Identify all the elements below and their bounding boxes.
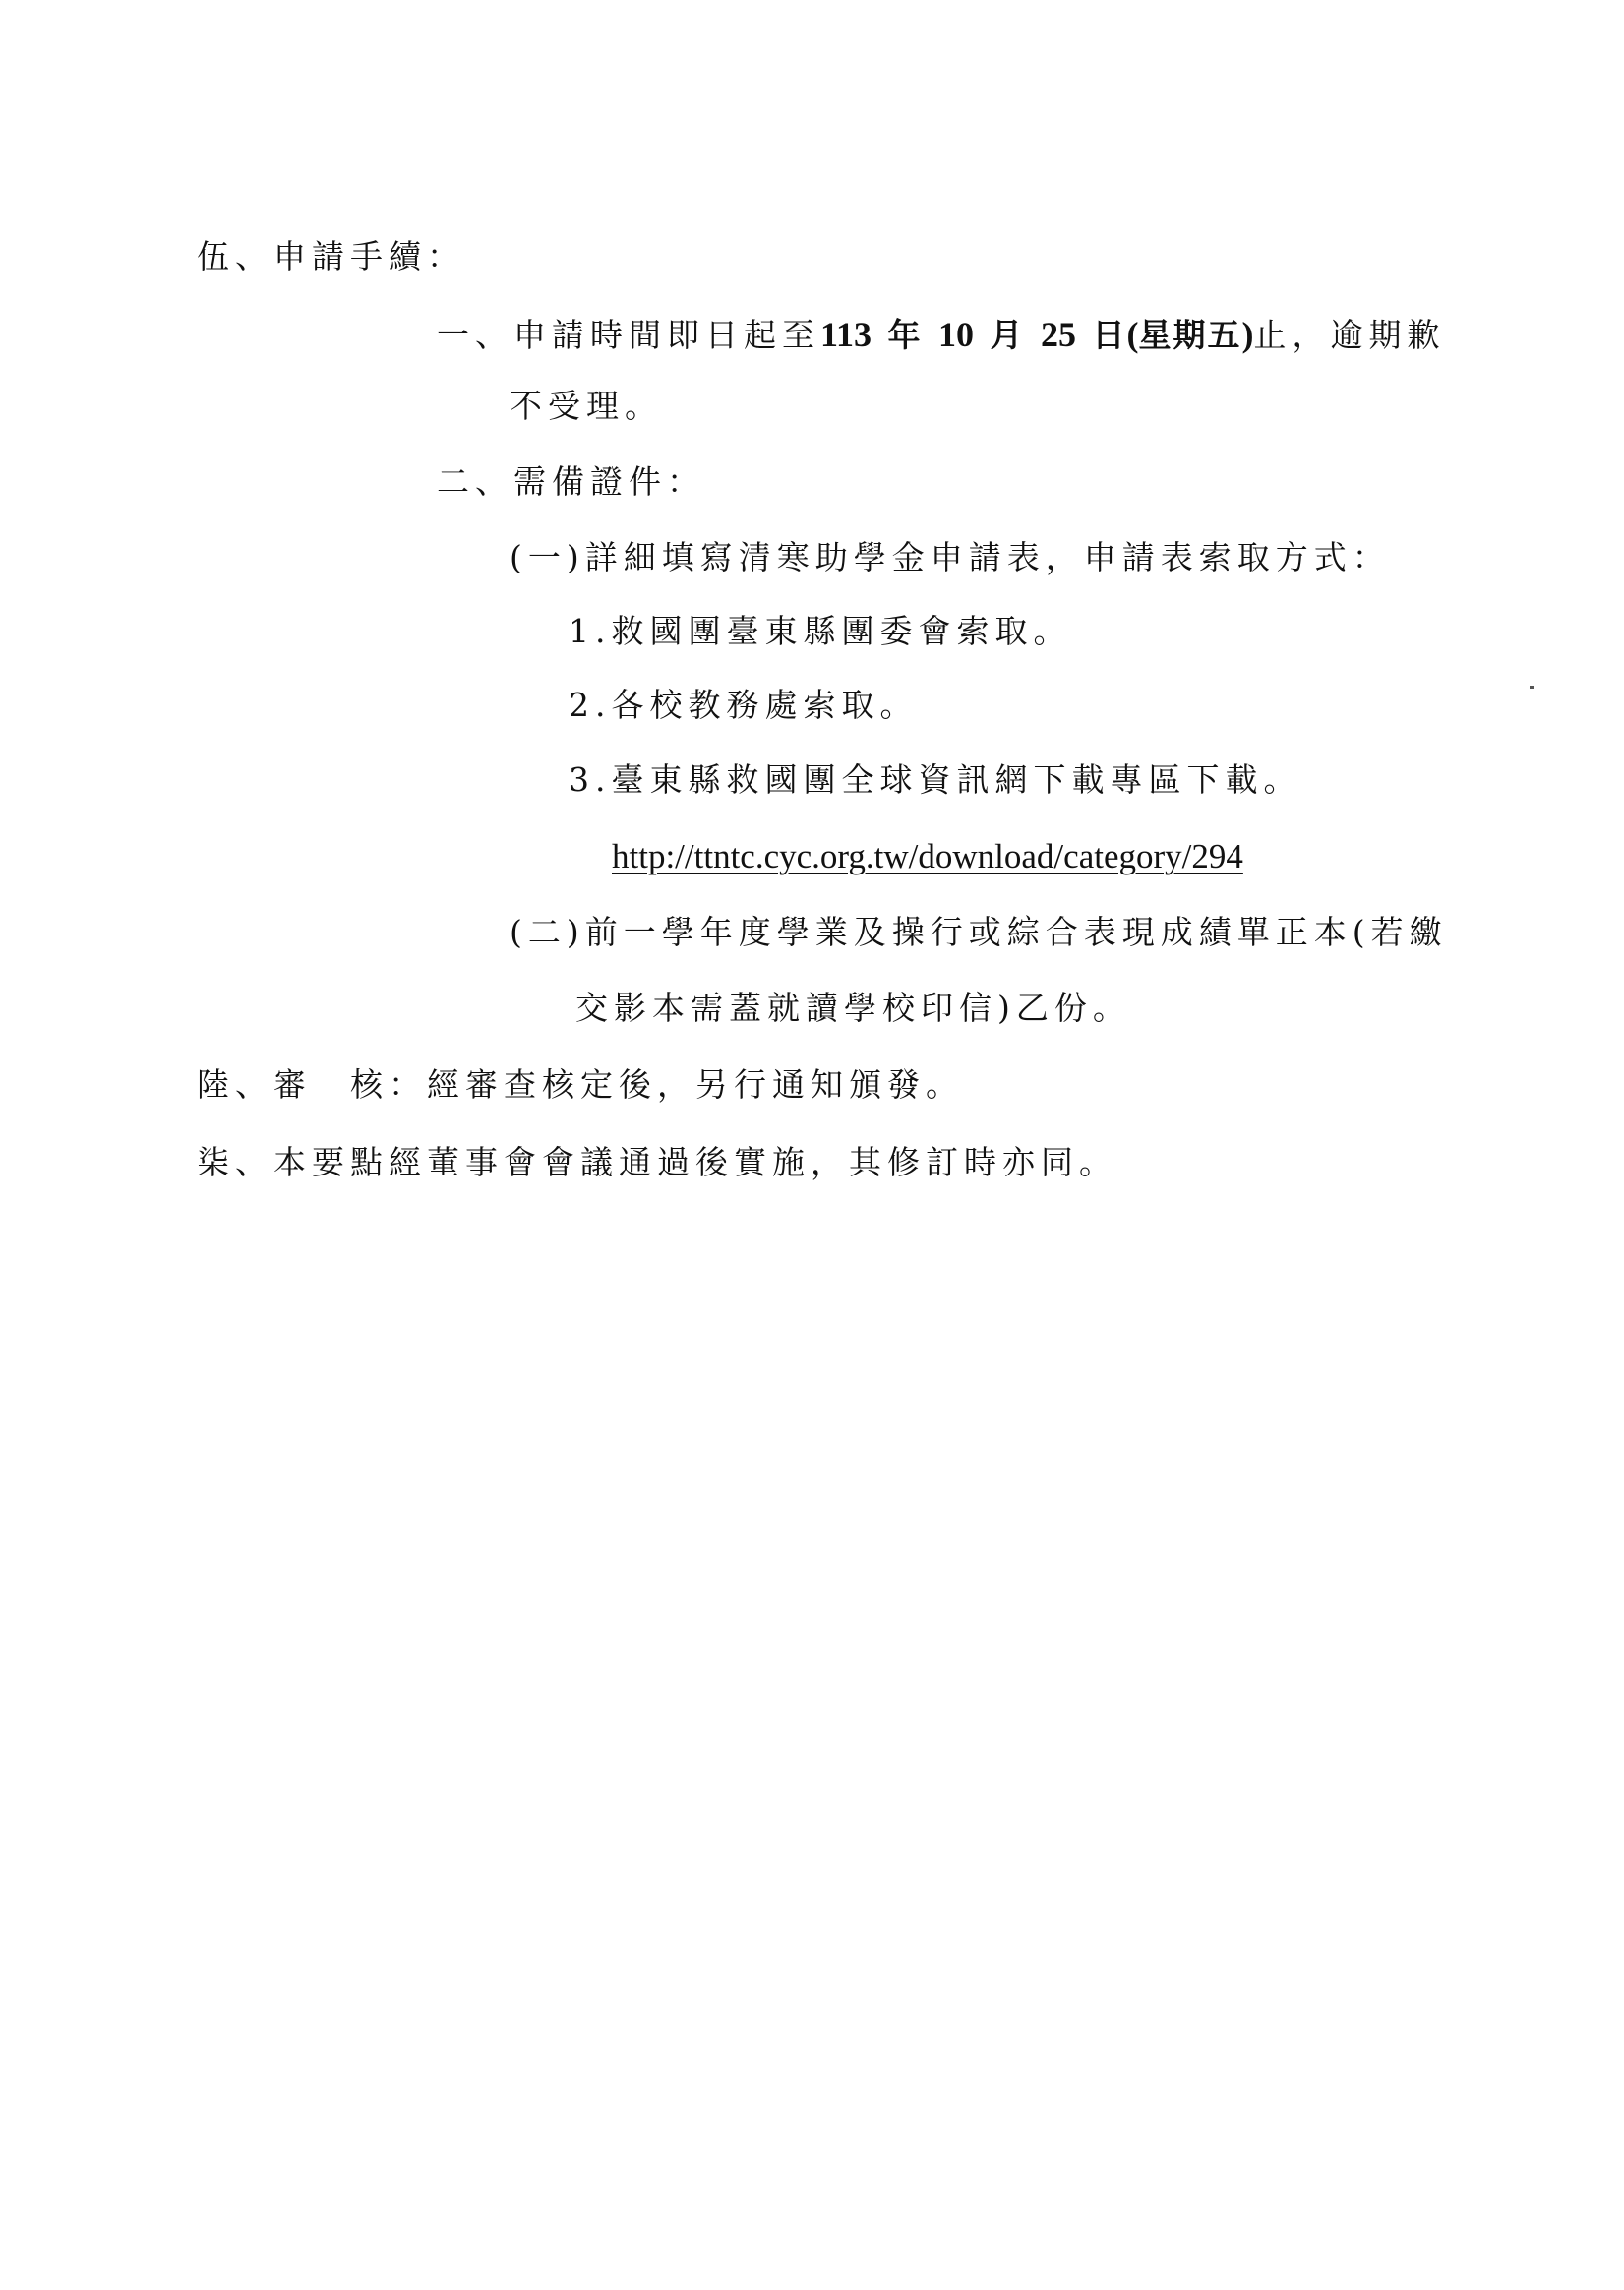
deadline-month-unit: 月 xyxy=(990,316,1025,354)
weekday-paren-close: ) xyxy=(1241,315,1254,354)
form-source-option-1: 1.救國團臺東縣團委會索取。 xyxy=(569,612,1072,650)
deadline-day: 25 xyxy=(1041,315,1077,354)
section7-implementation: 柒、本要點經董事會會議通過後實施，其修訂時亦同。 xyxy=(197,1143,1117,1181)
deadline-year-unit: 年 xyxy=(887,316,923,354)
transcript-item-continuation: 交影本需蓋就讀學校印信)乙份。 xyxy=(575,989,1131,1027)
section5-heading: 伍、申請手續： xyxy=(197,237,465,275)
required-documents-heading: 二、需備證件： xyxy=(437,462,705,501)
application-period-continuation: 不受理。 xyxy=(510,387,663,425)
section6-review: 陸、審 核：經審查核定後，另行通知頒發。 xyxy=(197,1065,964,1104)
scan-speck xyxy=(1530,686,1534,689)
download-url-link[interactable]: http://ttntc.cyc.org.tw/download/category/294 xyxy=(612,837,1243,875)
application-period-prefix: 一、申請時間即日起至 xyxy=(437,316,820,354)
deadline-year: 113 xyxy=(820,315,872,354)
application-form-item: (一)詳細填寫清寒助學金申請表，申請表索取方式： xyxy=(510,538,1391,576)
transcript-item: (二)前一學年度學業及操行或綜合表現成績單正本(若繳 xyxy=(510,913,1448,951)
download-url-line xyxy=(612,837,1243,876)
application-period-line xyxy=(437,315,1446,355)
deadline-month: 10 xyxy=(938,315,975,354)
form-source-option-2: 2.各校教務處索取。 xyxy=(569,686,919,724)
application-period-suffix: 止，逾期歉 xyxy=(1253,316,1446,354)
form-source-option-3: 3.臺東縣救國團全球資訊網下載專區下載。 xyxy=(569,760,1302,799)
deadline-weekday: 星期五 xyxy=(1138,316,1242,354)
weekday-paren-open: ( xyxy=(1126,315,1139,354)
deadline-day-unit: 日 xyxy=(1092,316,1127,354)
